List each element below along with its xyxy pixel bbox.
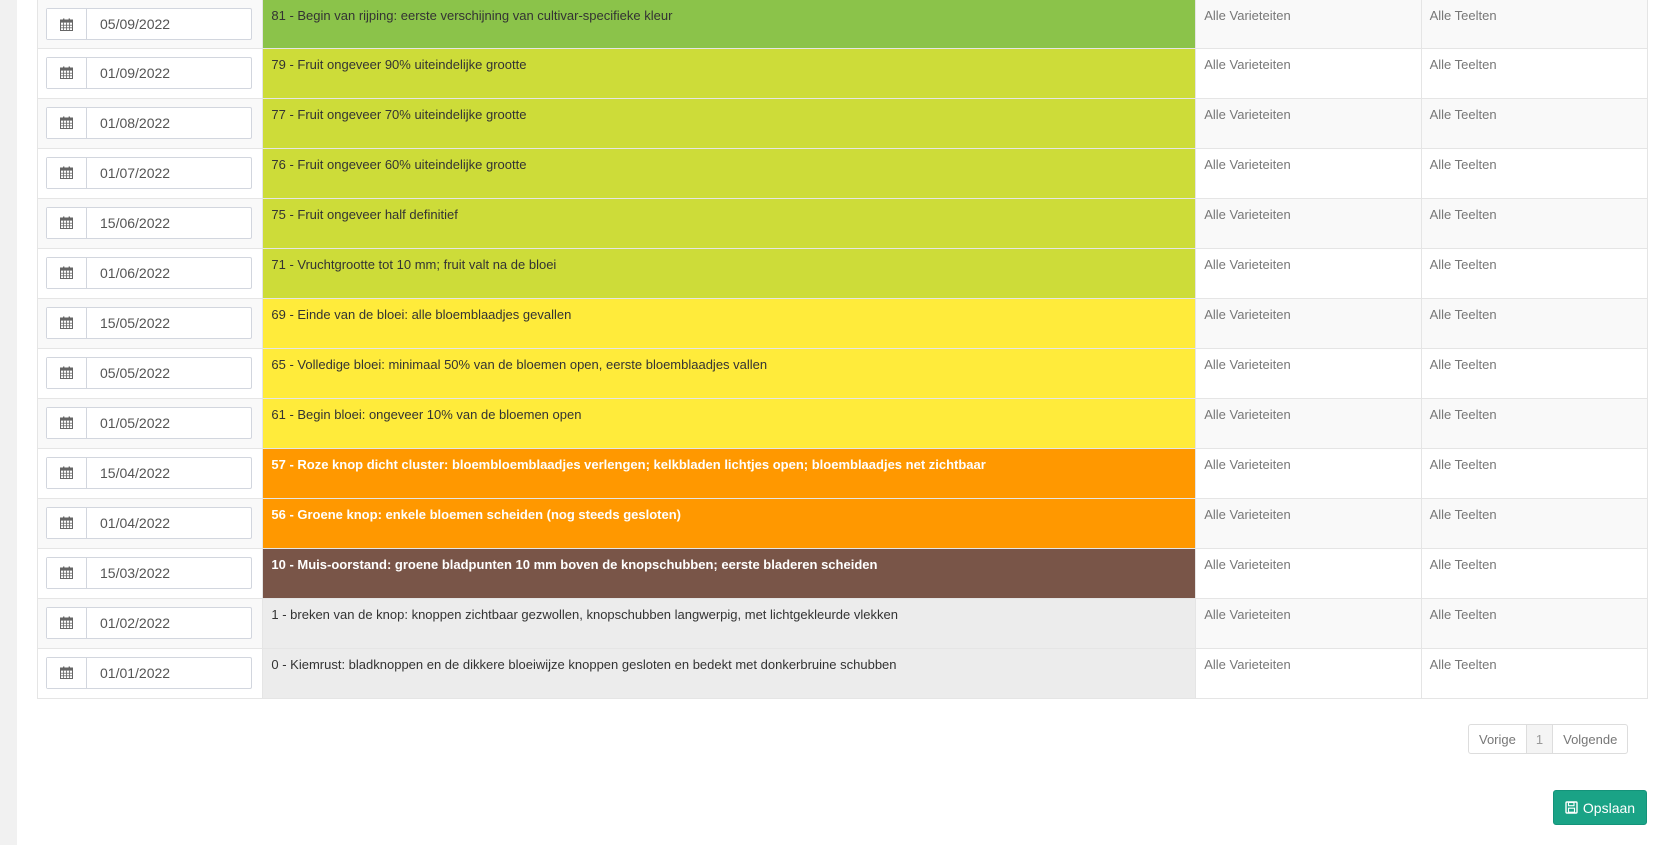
calendar-icon-button[interactable] [47, 58, 87, 88]
crop-cell [1421, 498, 1647, 548]
date-picker [46, 57, 252, 89]
crop-label: Alle Teelten [1429, 206, 1497, 222]
crop-cell [1421, 448, 1647, 498]
stage-cell [263, 348, 1196, 398]
calendar-icon-button[interactable] [47, 408, 87, 438]
calendar-icon-button[interactable] [47, 458, 87, 488]
calendar-icon-button[interactable] [47, 9, 87, 39]
date-cell [38, 198, 263, 248]
calendar-icon-button[interactable] [47, 508, 87, 538]
stage-cell [263, 148, 1196, 198]
calendar-icon [60, 216, 73, 229]
floppy-disk-icon [1565, 801, 1578, 814]
date-input[interactable] [87, 9, 251, 39]
calendar-icon [60, 18, 73, 31]
date-input[interactable] [87, 508, 251, 538]
crop-label: Alle Teelten [1429, 156, 1497, 172]
date-cell [38, 0, 263, 48]
crop-cell [1421, 148, 1647, 198]
date-cell [38, 498, 263, 548]
variety-cell [1196, 498, 1421, 548]
calendar-icon [60, 466, 73, 479]
crop-label: Alle Teelten [1429, 306, 1497, 322]
calendar-icon [60, 166, 73, 179]
pagination-page-1[interactable]: 1 [1527, 725, 1553, 753]
stage-label: 71 - Vruchtgrootte tot 10 mm; fruit valt na de bloei [271, 256, 557, 272]
date-cell [38, 248, 263, 298]
date-picker [46, 307, 252, 339]
date-cell [38, 548, 263, 598]
variety-label: Alle Varieteiten [1204, 8, 1291, 23]
table-row [38, 598, 1648, 648]
date-cell [38, 398, 263, 448]
stage-cell [263, 48, 1196, 98]
calendar-icon [60, 516, 73, 529]
date-picker [46, 657, 252, 689]
table-row [38, 198, 1648, 248]
crop-cell [1421, 598, 1647, 648]
variety-cell [1196, 648, 1421, 698]
stage-label: 0 - Kiemrust: bladknoppen en de dikkere bloeiwijze knoppen gesloten en bedekt met donkerbruine schubben [271, 656, 897, 672]
date-picker [46, 357, 252, 389]
calendar-icon-button[interactable] [47, 658, 87, 688]
date-input[interactable] [87, 308, 251, 338]
stage-label: 65 - Volledige bloei: minimaal 50% van de bloemen open, eerste bloemblaadjes vallen [271, 356, 768, 372]
crop-label: Alle Teelten [1429, 256, 1497, 272]
stage-label: 57 - Roze knop dicht cluster: bloembloemblaadjes verlengen; kelkbladen lichtjes open; bloemblaadjes net zichtbaar [271, 456, 986, 472]
variety-label: Alle Varieteiten [1204, 556, 1291, 572]
stage-label: 76 - Fruit ongeveer 60% uiteindelijke grootte [271, 156, 527, 172]
table-row [38, 348, 1648, 398]
save-button[interactable] [1553, 790, 1647, 825]
calendar-icon-button[interactable] [47, 208, 87, 238]
date-input[interactable] [87, 608, 251, 638]
variety-cell [1196, 98, 1421, 148]
variety-label: Alle Varieteiten [1204, 56, 1291, 72]
pagination-previous[interactable]: Vorige [1469, 725, 1527, 753]
variety-label: Alle Varieteiten [1204, 656, 1291, 672]
variety-cell [1196, 348, 1421, 398]
date-picker [46, 207, 252, 239]
calendar-icon-button[interactable] [47, 108, 87, 138]
variety-label: Alle Varieteiten [1204, 106, 1291, 122]
crop-label: Alle Teelten [1429, 406, 1497, 422]
crop-label: Alle Teelten [1429, 606, 1497, 622]
stage-label: 81 - Begin van rijping: eerste verschijning van cultivar-specifieke kleur [271, 8, 673, 23]
calendar-icon-button[interactable] [47, 158, 87, 188]
crop-cell [1421, 248, 1647, 298]
table-row [38, 48, 1648, 98]
date-input[interactable] [87, 558, 251, 588]
date-picker [46, 507, 252, 539]
crop-cell [1421, 48, 1647, 98]
variety-label: Alle Varieteiten [1204, 506, 1291, 522]
stage-cell [263, 548, 1196, 598]
stage-label: 56 - Groene knop: enkele bloemen scheiden (nog steeds gesloten) [271, 506, 681, 522]
calendar-icon [60, 116, 73, 129]
date-cell [38, 448, 263, 498]
calendar-icon-button[interactable] [47, 608, 87, 638]
table-row [38, 548, 1648, 598]
crop-cell [1421, 398, 1647, 448]
date-picker [46, 107, 252, 139]
crop-cell [1421, 348, 1647, 398]
date-cell [38, 598, 263, 648]
growth-stage-table [37, 0, 1648, 699]
date-input[interactable] [87, 258, 251, 288]
crop-cell [1421, 648, 1647, 698]
stage-label: 10 - Muis-oorstand: groene bladpunten 10 mm boven de knopschubben; eerste bladeren scheiden [271, 556, 878, 572]
table-row [38, 298, 1648, 348]
pagination [1468, 724, 1628, 754]
crop-cell [1421, 198, 1647, 248]
crop-cell [1421, 0, 1647, 48]
crop-label: Alle Teelten [1429, 506, 1497, 522]
stage-cell [263, 298, 1196, 348]
variety-label: Alle Varieteiten [1204, 356, 1291, 372]
stage-label: 69 - Einde van de bloei: alle bloemblaadjes gevallen [271, 306, 572, 322]
variety-cell [1196, 598, 1421, 648]
calendar-icon [60, 566, 73, 579]
date-input[interactable] [87, 158, 251, 188]
table-row [38, 498, 1648, 548]
stage-label: 79 - Fruit ongeveer 90% uiteindelijke grootte [271, 56, 527, 72]
crop-cell [1421, 98, 1647, 148]
stage-label: 61 - Begin bloei: ongeveer 10% van de bloemen open [271, 406, 582, 422]
variety-label: Alle Varieteiten [1204, 306, 1291, 322]
variety-cell [1196, 198, 1421, 248]
stage-cell [263, 448, 1196, 498]
table-row [38, 148, 1648, 198]
calendar-icon [60, 66, 73, 79]
table-row [38, 0, 1648, 48]
date-input[interactable] [87, 58, 251, 88]
date-input[interactable] [87, 658, 251, 688]
stage-cell [263, 198, 1196, 248]
stage-cell [263, 398, 1196, 448]
stage-label: 75 - Fruit ongeveer half definitief [271, 206, 458, 222]
variety-cell [1196, 0, 1421, 48]
variety-label: Alle Varieteiten [1204, 156, 1291, 172]
crop-cell [1421, 298, 1647, 348]
variety-label: Alle Varieteiten [1204, 456, 1291, 472]
save-button-label: Opslaan [1582, 799, 1636, 816]
calendar-icon-button[interactable] [47, 258, 87, 288]
stage-cell [263, 0, 1196, 48]
date-cell [38, 298, 263, 348]
table-row [38, 98, 1648, 148]
date-picker [46, 557, 252, 589]
table-row [38, 448, 1648, 498]
calendar-icon [60, 616, 73, 629]
calendar-icon-button[interactable] [47, 558, 87, 588]
stage-cell [263, 598, 1196, 648]
date-cell [38, 148, 263, 198]
calendar-icon-button[interactable] [47, 358, 87, 388]
content-panel [17, 0, 1657, 845]
date-input[interactable] [87, 108, 251, 138]
crop-label: Alle Teelten [1429, 656, 1497, 672]
crop-label: Alle Teelten [1429, 8, 1497, 23]
crop-label: Alle Teelten [1429, 556, 1497, 572]
date-cell [38, 648, 263, 698]
stage-label: 77 - Fruit ongeveer 70% uiteindelijke grootte [271, 106, 527, 122]
pagination-next[interactable]: Volgende [1563, 731, 1618, 747]
date-picker [46, 457, 252, 489]
variety-label: Alle Varieteiten [1204, 606, 1291, 622]
variety-cell [1196, 448, 1421, 498]
calendar-icon [60, 316, 73, 329]
date-picker [46, 407, 252, 439]
stage-cell [263, 648, 1196, 698]
calendar-icon [60, 416, 73, 429]
variety-label: Alle Varieteiten [1204, 206, 1291, 222]
stage-cell [263, 498, 1196, 548]
date-picker [46, 157, 252, 189]
crop-label: Alle Teelten [1429, 356, 1497, 372]
table-row [38, 398, 1648, 448]
date-cell [38, 348, 263, 398]
calendar-icon [60, 266, 73, 279]
variety-cell [1196, 148, 1421, 198]
variety-cell [1196, 48, 1421, 98]
crop-label: Alle Teelten [1429, 56, 1497, 72]
table-row [38, 648, 1648, 698]
date-input[interactable] [87, 408, 251, 438]
stage-cell [263, 248, 1196, 298]
date-input[interactable] [87, 458, 251, 488]
variety-cell [1196, 298, 1421, 348]
calendar-icon [60, 366, 73, 379]
crop-label: Alle Teelten [1429, 456, 1497, 472]
crop-cell [1421, 548, 1647, 598]
date-picker [46, 8, 252, 40]
stage-label: 1 - breken van de knop: knoppen zichtbaar gezwollen, knopschubben langwerpig, met lichtgekleurde vlekken [271, 606, 898, 622]
variety-cell [1196, 248, 1421, 298]
date-picker [46, 607, 252, 639]
table-row [38, 248, 1648, 298]
stage-cell [263, 98, 1196, 148]
calendar-icon-button[interactable] [47, 308, 87, 338]
date-input[interactable] [87, 208, 251, 238]
date-cell [38, 98, 263, 148]
crop-label: Alle Teelten [1429, 106, 1497, 122]
variety-label: Alle Varieteiten [1204, 256, 1291, 272]
calendar-icon [60, 666, 73, 679]
date-picker [46, 257, 252, 289]
date-cell [38, 48, 263, 98]
variety-cell [1196, 548, 1421, 598]
variety-cell [1196, 398, 1421, 448]
date-input[interactable] [87, 358, 251, 388]
variety-label: Alle Varieteiten [1204, 406, 1291, 422]
